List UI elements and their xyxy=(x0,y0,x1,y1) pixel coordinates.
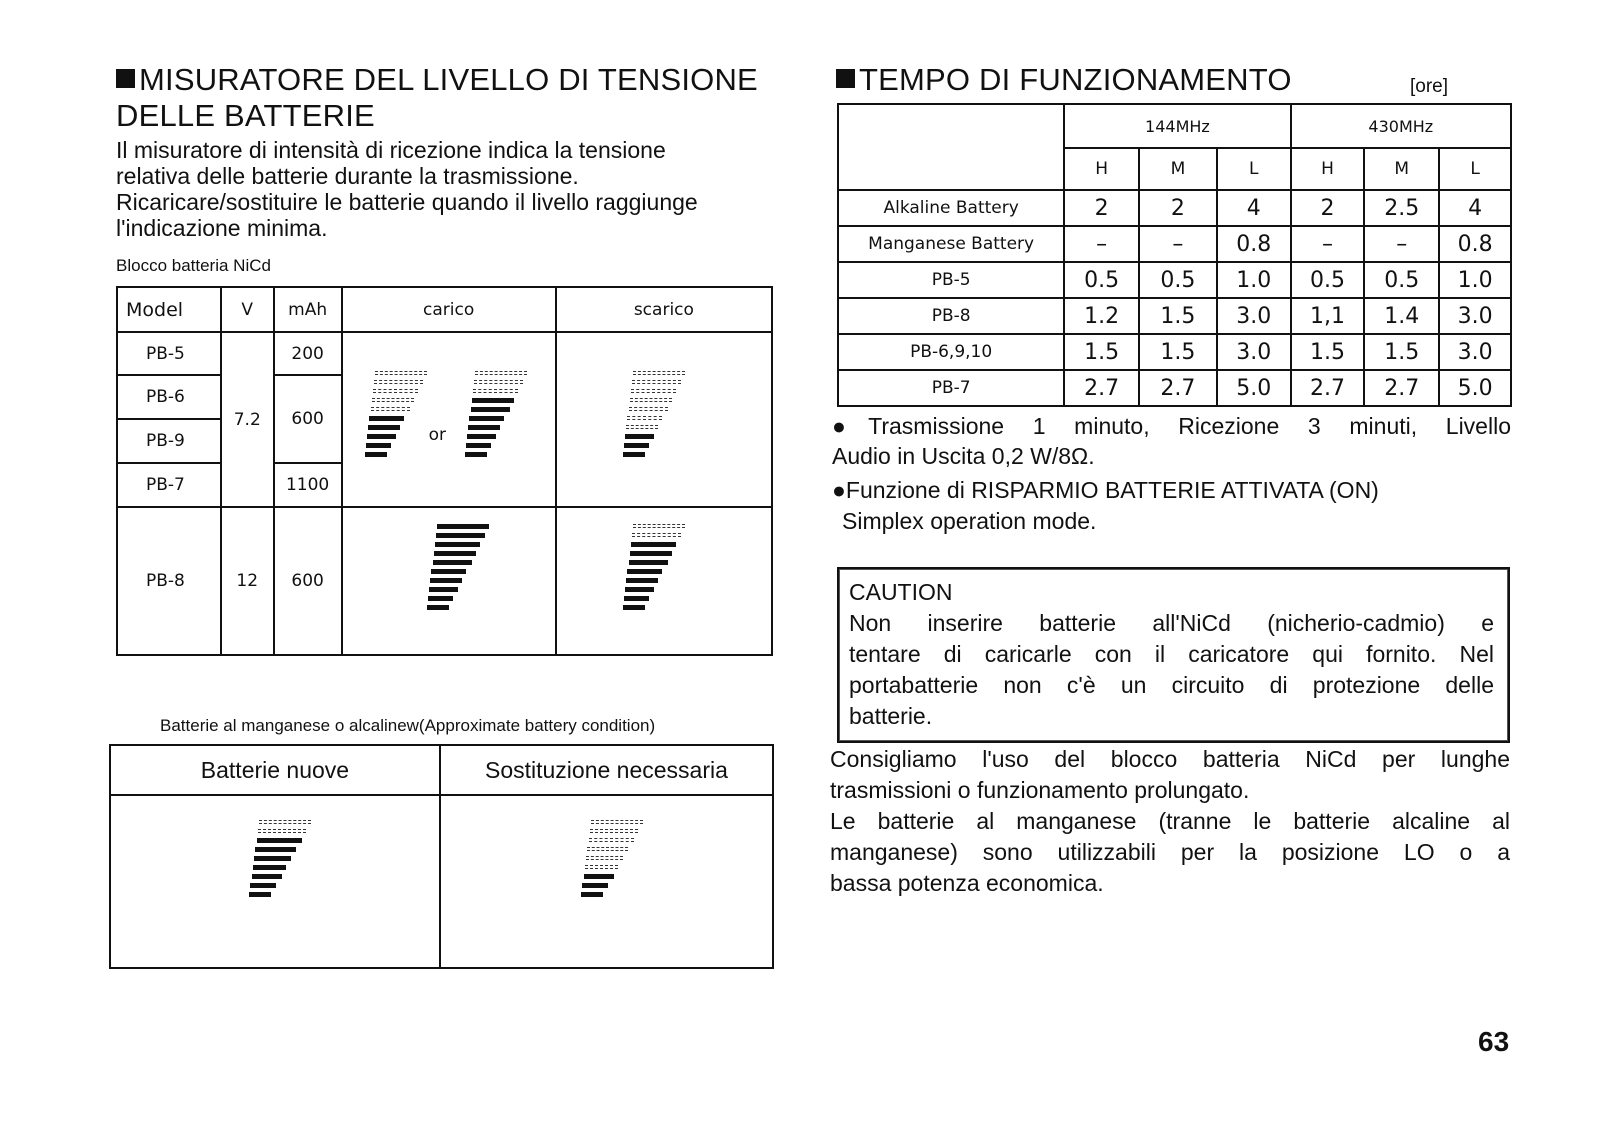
meter-empty-segment xyxy=(258,829,306,833)
runtime-value: 2.7 xyxy=(1291,370,1365,406)
caution-title: CAUTION xyxy=(849,579,953,605)
runtime-value: 0.8 xyxy=(1439,226,1511,262)
meter-filled-segment xyxy=(471,407,510,412)
runtime-value: 1.5 xyxy=(1291,334,1365,370)
runtime-value: 1.0 xyxy=(1217,262,1291,298)
meter-filled-segment xyxy=(581,892,603,897)
runtime-value: 4 xyxy=(1439,190,1511,226)
meter-filled-segment xyxy=(434,551,476,556)
caution-line: batterie. xyxy=(849,703,933,729)
runtime-value: 1,1 xyxy=(1291,298,1365,334)
runtime-value: 1.2 xyxy=(1064,298,1139,334)
model-cell: PB-6 xyxy=(117,375,221,419)
col-header-scarico: scarico xyxy=(556,287,772,332)
runtime-value: 2 xyxy=(1139,190,1217,226)
meter-filled-segment xyxy=(366,443,391,448)
rec-line: Le batterie al manganese (tranne le batterie alcaline al xyxy=(830,808,1510,834)
runtime-value: 0.5 xyxy=(1291,262,1365,298)
mah-cell: 600 xyxy=(274,375,342,463)
meter-empty-segment xyxy=(632,533,681,537)
scarico-cell xyxy=(556,332,772,507)
meter-empty-segment xyxy=(374,380,423,384)
meter-empty-segment xyxy=(259,820,311,824)
meter-filled-segment xyxy=(472,398,514,403)
para-line: relativa delle batterie durante la trasmissione. xyxy=(116,163,579,189)
runtime-value: – xyxy=(1139,226,1217,262)
note-line: Audio in Uscita 0,2 W/8Ω. xyxy=(832,443,1095,469)
col-header-v: V xyxy=(221,287,274,332)
meter-filled-segment xyxy=(629,560,668,565)
caution-line: tentare di caricarle con il caricatore qui fornito. Nel xyxy=(849,641,1494,667)
col-header-model: Model xyxy=(117,287,221,332)
mah-cell: 1100 xyxy=(274,463,342,507)
meter-empty-segment xyxy=(591,820,643,824)
rec-line: trasmissioni o funzionamento prolungato. xyxy=(830,777,1250,803)
left-paragraph xyxy=(116,137,781,241)
alkaline-caption: Batterie al manganese o alcalinew(Approximate battery condition) xyxy=(160,716,656,735)
meter-empty-segment xyxy=(473,389,518,393)
meter-filled-segment xyxy=(257,838,302,843)
meter-filled-segment xyxy=(469,416,504,421)
band-header: 144MHz xyxy=(1064,104,1290,148)
model-cell: PB-9 xyxy=(117,419,221,463)
meter-empty-segment xyxy=(629,407,668,411)
nuove-cell xyxy=(110,795,440,968)
runtime-value: 2.7 xyxy=(1139,370,1217,406)
meter-empty-segment xyxy=(371,407,410,411)
caution-box xyxy=(837,567,1510,743)
meter-filled-segment xyxy=(252,874,282,879)
meter-empty-segment xyxy=(626,425,658,429)
caution-content xyxy=(849,577,1494,732)
model-cell: PB-5 xyxy=(117,332,221,375)
para-line: Il misuratore di intensità di ricezione indica la tensione xyxy=(116,137,666,163)
meter-filled-segment xyxy=(625,587,654,592)
scarico-cell xyxy=(556,507,772,655)
meter-filled-segment xyxy=(429,587,458,592)
left-title-line2: DELLE BATTERIE xyxy=(116,98,375,133)
runtime-row xyxy=(838,334,1511,370)
runtime-value: 1.5 xyxy=(1364,334,1439,370)
meter-filled-segment xyxy=(427,605,449,610)
meter-filled-segment xyxy=(367,434,396,439)
meter-filled-segment xyxy=(430,578,462,583)
meter-filled-segment xyxy=(250,883,276,888)
meter-empty-segment xyxy=(585,865,618,869)
meter-filled-segment xyxy=(437,524,489,529)
meter-empty-segment xyxy=(633,371,685,375)
caution-line: portabatterie non c'è un circuito di protezione delle xyxy=(849,672,1494,698)
meter-filled-segment xyxy=(582,883,608,888)
meter-empty-segment xyxy=(633,524,685,528)
meter-empty-segment xyxy=(631,389,676,393)
nicd-caption: Blocco batteria NiCd xyxy=(116,256,271,275)
note-transmission xyxy=(832,411,1511,471)
bullet-square-icon xyxy=(836,69,855,88)
meter-filled-segment xyxy=(623,605,645,610)
runtime-value: 2.7 xyxy=(1064,370,1139,406)
level-header: H xyxy=(1064,148,1139,190)
runtime-value: 0.5 xyxy=(1364,262,1439,298)
row-label: Alkaline Battery xyxy=(838,190,1064,226)
runtime-row xyxy=(838,370,1511,406)
runtime-value: 1.5 xyxy=(1139,334,1217,370)
runtime-value: 1.5 xyxy=(1139,298,1217,334)
meter-filled-segment xyxy=(436,533,485,538)
sostituzione-cell xyxy=(440,795,773,968)
runtime-value: 2.7 xyxy=(1364,370,1439,406)
meter-empty-segment xyxy=(590,829,638,833)
row-label: PB-6,9,10 xyxy=(838,334,1064,370)
runtime-row xyxy=(838,190,1511,226)
runtime-row xyxy=(838,262,1511,298)
page-number: 63 xyxy=(1478,1026,1510,1057)
left-title-line1: MISURATORE DEL LIVELLO DI TENSIONE xyxy=(116,62,758,98)
runtime-value: – xyxy=(1364,226,1439,262)
meter-filled-segment xyxy=(468,425,500,430)
runtime-value: 4 xyxy=(1217,190,1291,226)
unit-label: [ore] xyxy=(1410,76,1449,97)
or-label: or xyxy=(428,425,446,445)
runtime-value: 2 xyxy=(1291,190,1365,226)
meter-empty-segment xyxy=(589,838,634,842)
meter-filled-segment xyxy=(255,847,296,852)
meter-empty-segment xyxy=(375,371,427,375)
runtime-value: – xyxy=(1064,226,1139,262)
level-header: L xyxy=(1439,148,1511,190)
bullet-square-icon xyxy=(116,69,135,88)
meter-empty-segment xyxy=(372,398,414,402)
corner-cell xyxy=(838,104,1064,190)
runtime-value: 3.0 xyxy=(1217,298,1291,334)
nicd-table xyxy=(116,286,773,656)
runtime-value: 5.0 xyxy=(1439,370,1511,406)
meter-filled-segment xyxy=(627,569,662,574)
caution-line: Non inserire batterie all'NiCd (nicherio-cadmio) e xyxy=(849,610,1494,636)
meter-filled-segment xyxy=(631,542,676,547)
meter-filled-segment xyxy=(428,596,453,601)
recommendation-paragraph xyxy=(830,744,1510,899)
col-header-nuove: Batterie nuove xyxy=(110,745,440,795)
para-line: Ricaricare/sostituire le batterie quando il livello raggiunge xyxy=(116,189,698,215)
model-cell: PB-7 xyxy=(117,463,221,507)
runtime-value: 2.5 xyxy=(1364,190,1439,226)
runtime-row xyxy=(838,298,1511,334)
meter-empty-segment xyxy=(630,398,672,402)
runtime-value: – xyxy=(1291,226,1365,262)
band-header: 430MHz xyxy=(1291,104,1511,148)
meter-filled-segment xyxy=(369,416,404,421)
meter-filled-segment xyxy=(467,434,496,439)
col-header-mah: mAh xyxy=(274,287,342,332)
row-label: PB-5 xyxy=(838,262,1064,298)
meter-empty-segment xyxy=(587,847,628,851)
col-header-sostituzione: Sostituzione necessaria xyxy=(440,745,773,795)
carico-cell xyxy=(342,507,556,655)
runtime-value: 0.5 xyxy=(1064,262,1139,298)
para-line: l'indicazione minima. xyxy=(116,215,328,241)
note-line: Simplex operation mode. xyxy=(842,508,1097,534)
meter-filled-segment xyxy=(625,434,654,439)
meter-empty-segment xyxy=(586,856,623,860)
meter-filled-segment xyxy=(435,542,480,547)
col-header-carico: carico xyxy=(342,287,556,332)
meter-filled-segment xyxy=(254,856,291,861)
note-line: ●Funzione di RISPARMIO BATTERIE ATTIVATA (ON) xyxy=(832,477,1379,503)
level-header: M xyxy=(1139,148,1217,190)
alkaline-table xyxy=(109,744,774,969)
model-cell: PB-8 xyxy=(117,507,221,655)
carico-cell xyxy=(342,332,556,507)
level-header: M xyxy=(1364,148,1439,190)
runtime-value: 5.0 xyxy=(1217,370,1291,406)
meter-empty-segment xyxy=(632,380,681,384)
runtime-value: 0.8 xyxy=(1217,226,1291,262)
meter-filled-segment xyxy=(365,452,387,457)
meter-empty-segment xyxy=(475,371,527,375)
meter-filled-segment xyxy=(623,452,645,457)
rec-line: bassa potenza economica. xyxy=(830,870,1104,896)
meter-empty-segment xyxy=(627,416,662,420)
runtime-value: 0.5 xyxy=(1139,262,1217,298)
meter-filled-segment xyxy=(466,443,491,448)
runtime-value: 1.4 xyxy=(1364,298,1439,334)
voltage-cell: 12 xyxy=(221,507,274,655)
mah-cell: 600 xyxy=(274,507,342,655)
meter-filled-segment xyxy=(624,596,649,601)
meter-empty-segment xyxy=(373,389,418,393)
rec-line: manganese) sono utilizzabili per la posizione LO o a xyxy=(830,839,1510,865)
runtime-value: 1.5 xyxy=(1064,334,1139,370)
mah-cell: 200 xyxy=(274,332,342,375)
right-title: TEMPO DI FUNZIONAMENTO xyxy=(836,62,1292,98)
row-label: Manganese Battery xyxy=(838,226,1064,262)
runtime-value: 3.0 xyxy=(1439,298,1511,334)
meter-filled-segment xyxy=(253,865,286,870)
meter-empty-segment xyxy=(474,380,523,384)
meter-filled-segment xyxy=(431,569,466,574)
meter-filled-segment xyxy=(433,560,472,565)
level-header: L xyxy=(1217,148,1291,190)
note-battery-save xyxy=(832,475,1379,537)
meter-filled-segment xyxy=(465,452,487,457)
meter-filled-segment xyxy=(368,425,400,430)
meter-filled-segment xyxy=(584,874,614,879)
meter-filled-segment xyxy=(624,443,649,448)
runtime-row xyxy=(838,226,1511,262)
row-label: PB-8 xyxy=(838,298,1064,334)
runtime-table xyxy=(837,103,1512,407)
rec-line: Consigliamo l'uso del blocco batteria NiCd per lunghe xyxy=(830,746,1510,772)
runtime-value: 1.0 xyxy=(1439,262,1511,298)
voltage-cell: 7.2 xyxy=(221,332,274,507)
level-header: H xyxy=(1291,148,1365,190)
meter-filled-segment xyxy=(630,551,672,556)
note-line: ●Trasmissione 1 minuto, Ricezione 3 minuti, Livello xyxy=(832,413,1511,439)
runtime-value: 3.0 xyxy=(1217,334,1291,370)
meter-filled-segment xyxy=(249,892,271,897)
runtime-value: 3.0 xyxy=(1439,334,1511,370)
meter-filled-segment xyxy=(626,578,658,583)
row-label: PB-7 xyxy=(838,370,1064,406)
runtime-value: 2 xyxy=(1064,190,1139,226)
